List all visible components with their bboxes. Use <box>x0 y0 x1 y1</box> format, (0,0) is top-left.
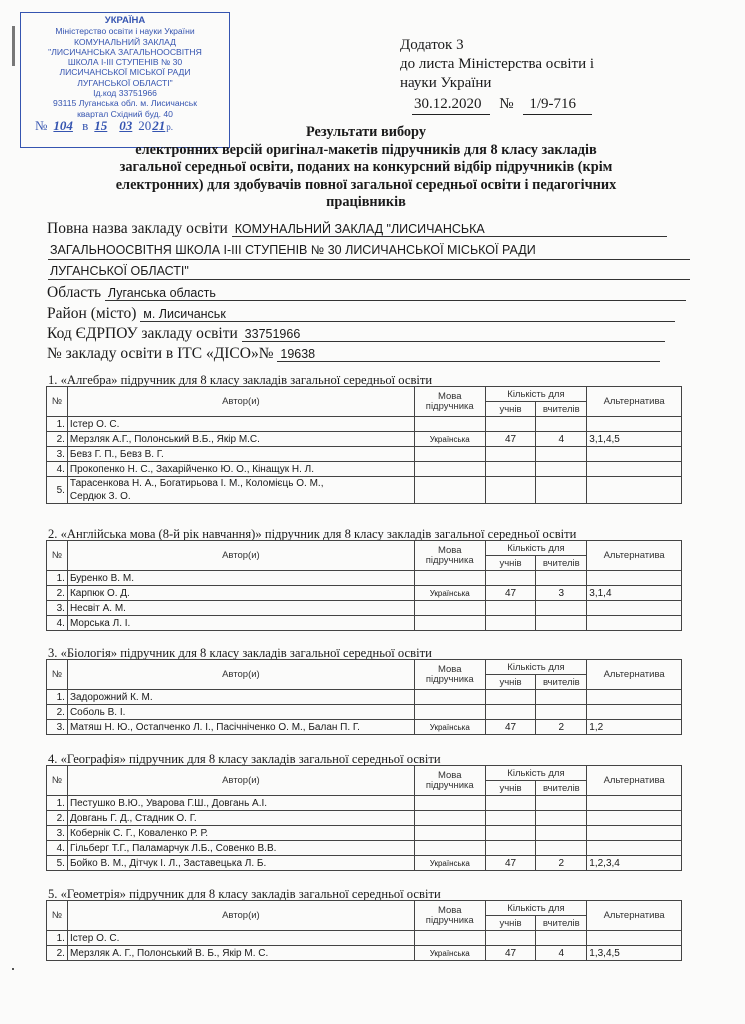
table-row: 5. Тарасенкова Н. А., Богатирьова І. М., Коломієць О. М., Сердюк З. О. <box>47 477 682 504</box>
table-row: 2. Мерзляк А. Г., Полонський В. Б., Якір М. С. Українська 47 4 1,3,4,5 <box>47 946 682 961</box>
title-line: Результати вибору <box>306 124 426 140</box>
col-students: учнів <box>485 402 536 417</box>
reg-prefix: № <box>35 117 48 133</box>
col-teachers: вчителів <box>536 916 587 931</box>
stamp-line: Ід.код 33751966 <box>93 88 157 99</box>
reg-month: 03 <box>119 117 133 133</box>
table-row: 3. Кобернік С. Г., Коваленко Р. Р. <box>47 826 682 841</box>
title-line: електронних версій оригінал-макетів підручників для 8 класу закладів <box>135 141 597 158</box>
col-language: Мова підручника <box>414 387 485 417</box>
table-row: 5. Бойко В. М., Дітчук І. Л., Заставецька Л. Б. Українська 47 2 1,2,3,4 <box>47 856 682 871</box>
itc-field <box>47 345 660 363</box>
table-row: 1. Істер О. С. <box>47 417 682 432</box>
table-row: 2. Мерзляк А.Г., Полонський В.Б., Якір М.С. Українська 47 4 3,1,4,5 <box>47 432 682 447</box>
textbook-table <box>46 540 682 631</box>
col-num: № <box>47 901 68 931</box>
table-row: 3. Несвіт А. М. <box>47 601 682 616</box>
col-alternative: Альтернатива <box>587 387 682 417</box>
col-language: Мова підручника <box>414 660 485 690</box>
col-quantity: Кількість для <box>485 387 587 402</box>
field-label: Код ЄДРПОУ закладу освіти <box>47 325 238 342</box>
table-row: 3. Матяш Н. Ю., Остапченко Л. І., Пасічніченко О. М., Балан П. Г. Українська 47 2 1,2 <box>47 720 682 735</box>
stamp-line: ЛУГАНСЬКОЇ ОБЛАСТІ" <box>77 77 173 88</box>
addendum-date: 30.12.2020 <box>412 95 490 115</box>
col-teachers: вчителів <box>536 402 587 417</box>
addendum-block <box>400 36 594 115</box>
table-row: 2. Соболь В. І. <box>47 705 682 720</box>
textbook-table <box>46 386 682 504</box>
section-heading: 3. «Біологія» підручник для 8 класу закладів загальної середньої освіти <box>48 646 432 660</box>
textbook-table <box>46 659 682 735</box>
col-num: № <box>47 660 68 690</box>
col-num: № <box>47 541 68 571</box>
document-title <box>86 121 646 212</box>
table-row: 4. Гільберг Т.Г., Паламарчук Л.Б., Совенко В.В. <box>47 841 682 856</box>
textbook-table <box>46 900 682 961</box>
school-name-continued: ЗАГАЛЬНООСВІТНЯ ШКОЛА І-ІІІ СТУПЕНІВ № 30 ЛИСИЧАНСЬКОЇ МІСЬКОЇ РАДИ <box>48 241 690 260</box>
addendum-line: науки України <box>400 75 492 91</box>
field-label: № закладу освіти в ІТС «ДІСО»№ <box>47 345 274 362</box>
field-value: 33751966 <box>242 327 665 342</box>
school-name-field <box>47 220 667 238</box>
field-value: 19638 <box>277 347 660 362</box>
title-line: електронних) для здобувачів повної загальної середньої освіти і педагогічних <box>115 176 617 193</box>
table-row: 4. Морська Л. І. <box>47 616 682 631</box>
reg-day-label: в <box>82 117 89 133</box>
col-students: учнів <box>485 781 536 796</box>
table-row: 1. Пестушко В.Ю., Уварова Г.Ш., Довгань А.І. <box>47 796 682 811</box>
addendum-registration <box>412 95 594 115</box>
col-author: Автор(и) <box>67 901 414 931</box>
col-language: Мова підручника <box>414 541 485 571</box>
table-row: 2. Довгань Г. Д., Стадник О. Г. <box>47 811 682 826</box>
reg-suffix: р. <box>166 121 174 132</box>
stamp-line: КОМУНАЛЬНИЙ ЗАКЛАД <box>74 36 176 47</box>
col-num: № <box>47 766 68 796</box>
edrpou-field <box>47 325 665 343</box>
field-value: КОМУНАЛЬНИЙ ЗАКЛАД "ЛИСИЧАНСЬКА <box>232 222 667 237</box>
stamp-line: квартал Східний буд. 40 <box>77 108 173 119</box>
table-row: 1. Істер О. С. <box>47 931 682 946</box>
stamp-line: ЛИСИЧАНСЬКОЇ МІСЬКОЇ РАДИ <box>59 67 191 78</box>
field-label: Повна назва закладу освіти <box>47 220 228 237</box>
scan-speck <box>12 968 14 970</box>
col-language: Мова підручника <box>414 901 485 931</box>
school-name-continued: ЛУГАНСЬКОЇ ОБЛАСТІ" <box>48 262 690 280</box>
reg-year-prefix: 20 <box>138 117 152 133</box>
stamp-line: ШКОЛА І-ІІІ СТУПЕНІВ № 30 <box>67 57 183 68</box>
col-author: Автор(и) <box>67 766 414 796</box>
district-field <box>47 305 675 323</box>
col-author: Автор(и) <box>67 387 414 417</box>
col-alternative: Альтернатива <box>587 766 682 796</box>
stamp-line: Міністерство освіти і науки України <box>55 26 195 37</box>
section-heading: 1. «Алгебра» підручник для 8 класу закладів загальної середньої освіти <box>48 373 433 387</box>
col-alternative: Альтернатива <box>587 660 682 690</box>
addendum-line: до листа Міністерства освіти і <box>400 56 595 72</box>
field-value: Луганська область <box>105 286 686 301</box>
col-quantity: Кількість для <box>485 766 587 781</box>
reg-day: 15 <box>94 117 108 133</box>
field-label: Район (місто) <box>47 305 137 322</box>
field-label: Область <box>47 284 102 301</box>
col-students: учнів <box>485 556 536 571</box>
table-row: 1. Буренко В. М. <box>47 571 682 586</box>
reg-year: 21 <box>152 117 166 133</box>
title-line: працівників <box>326 194 406 210</box>
col-teachers: вчителів <box>536 781 587 796</box>
table-row: 2. Карпюк О. Д. Українська 47 3 3,1,4 <box>47 586 682 601</box>
col-quantity: Кількість для <box>485 541 587 556</box>
reg-number: 104 <box>53 117 73 133</box>
addendum-number: 1/9-716 <box>523 95 592 115</box>
table-row: 1. Задорожний К. М. <box>47 690 682 705</box>
col-author: Автор(и) <box>67 541 414 571</box>
field-value: м. Лисичанськ <box>140 307 675 322</box>
addendum-line: Додаток 3 <box>400 37 464 53</box>
col-quantity: Кількість для <box>485 901 587 916</box>
col-teachers: вчителів <box>536 675 587 690</box>
stamp-line: 93115 Луганська обл. м. Лисичанськ <box>53 98 197 109</box>
table-row: 4. Прокопенко Н. С., Захарійченко Ю. О., Кінащук Н. Л. <box>47 462 682 477</box>
addendum-num-label: № <box>499 96 514 112</box>
col-language: Мова підручника <box>414 766 485 796</box>
col-students: учнів <box>485 916 536 931</box>
col-students: учнів <box>485 675 536 690</box>
region-field <box>47 284 686 302</box>
stamp-line: УКРАЇНА <box>104 15 146 26</box>
table-row: 3. Бевз Г. П., Бевз В. Г. <box>47 447 682 462</box>
section-heading: 2. «Англійська мова (8-й рік навчання)» підручник для 8 класу закладів загальної середньої освіти <box>48 527 577 541</box>
stamp-line: "ЛИСИЧАНСЬКА ЗАГАЛЬНООСВІТНЯ <box>48 46 202 57</box>
textbook-table <box>46 765 682 871</box>
col-alternative: Альтернатива <box>587 901 682 931</box>
section-heading: 4. «Географія» підручник для 8 класу закладів загальної середньої освіти <box>48 752 441 766</box>
page-edge-mark <box>12 26 15 66</box>
section-heading: 5. «Геометрія» підручник для 8 класу закладів загальної середньої освіти <box>48 887 441 901</box>
col-author: Автор(и) <box>67 660 414 690</box>
col-alternative: Альтернатива <box>587 541 682 571</box>
col-num: № <box>47 387 68 417</box>
col-teachers: вчителів <box>536 556 587 571</box>
col-quantity: Кількість для <box>485 660 587 675</box>
title-line: загальної середньої освіти, поданих на конкурсний відбір підручників (крім <box>119 159 613 175</box>
